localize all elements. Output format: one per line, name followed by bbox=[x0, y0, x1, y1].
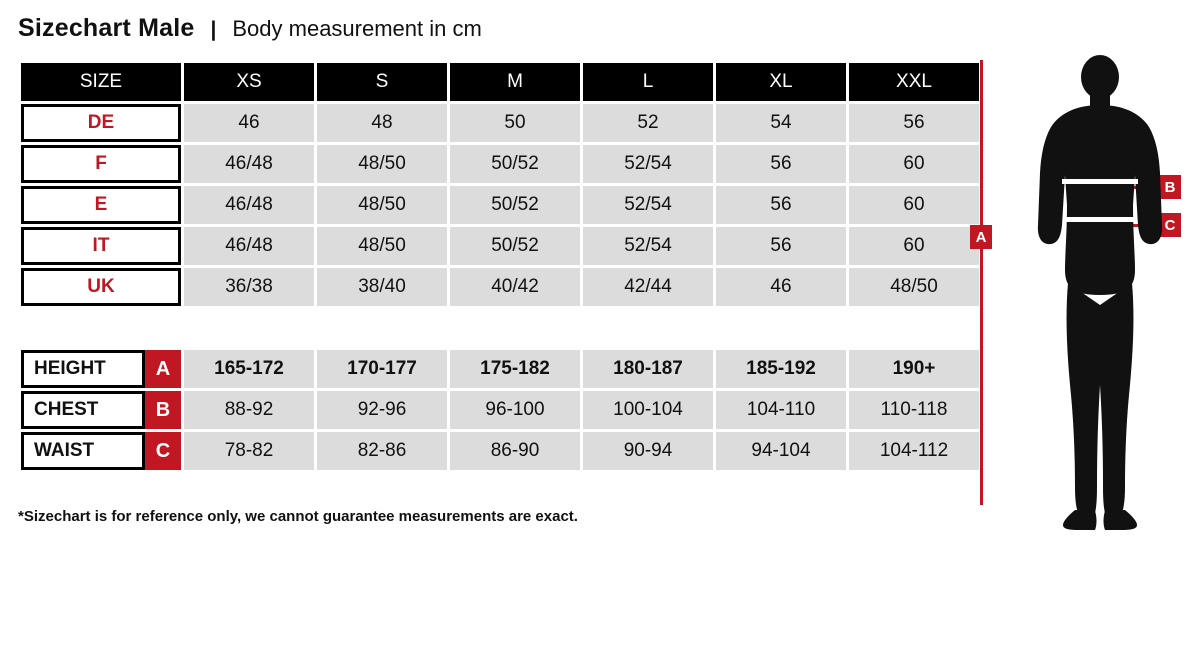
table-header-row bbox=[21, 63, 979, 101]
male-body-silhouette-icon bbox=[1005, 55, 1195, 535]
waist-label-group bbox=[21, 432, 181, 470]
cell-height-l: 180-187 bbox=[583, 350, 713, 388]
cell-f-l: 52/54 bbox=[583, 145, 713, 183]
cell-chest-xl: 104-110 bbox=[716, 391, 846, 429]
table-row bbox=[21, 104, 979, 142]
cell-height-s: 170-177 bbox=[317, 350, 447, 388]
row-label-de: DE bbox=[21, 104, 181, 142]
height-label-group bbox=[21, 350, 181, 388]
spacer-cell bbox=[21, 309, 979, 347]
chest-label-text: CHEST bbox=[21, 391, 145, 429]
height-label-text: HEIGHT bbox=[21, 350, 145, 388]
row-label-e: E bbox=[21, 186, 181, 224]
cell-de-xl: 54 bbox=[716, 104, 846, 142]
cell-e-s: 48/50 bbox=[317, 186, 447, 224]
cell-f-xxl: 60 bbox=[849, 145, 979, 183]
figure-marker-c: C bbox=[1159, 213, 1181, 237]
table-row bbox=[21, 186, 979, 224]
sizechart-table bbox=[18, 60, 982, 473]
cell-waist-xl: 94-104 bbox=[716, 432, 846, 470]
cell-waist-l: 90-94 bbox=[583, 432, 713, 470]
column-header-xl: XL bbox=[716, 63, 846, 101]
chest-label-group bbox=[21, 391, 181, 429]
cell-e-xl: 56 bbox=[716, 186, 846, 224]
table-row bbox=[21, 268, 979, 306]
cell-chest-xs: 88-92 bbox=[184, 391, 314, 429]
title-separator: | bbox=[210, 18, 217, 41]
page-title bbox=[18, 14, 482, 43]
cell-chest-l: 100-104 bbox=[583, 391, 713, 429]
cell-waist-m: 86-90 bbox=[450, 432, 580, 470]
column-header-m: M bbox=[450, 63, 580, 101]
cell-e-xs: 46/48 bbox=[184, 186, 314, 224]
sizechart-table-wrap bbox=[18, 60, 965, 473]
height-guide-line bbox=[980, 60, 983, 505]
marker-badge-c: C bbox=[145, 432, 181, 470]
body-figure-panel bbox=[965, 55, 1197, 535]
cell-uk-xxl: 48/50 bbox=[849, 268, 979, 306]
cell-waist-xxl: 104-112 bbox=[849, 432, 979, 470]
row-label-it: IT bbox=[21, 227, 181, 265]
footnote: *Sizechart is for reference only, we cannot guarantee measurements are exact. bbox=[18, 508, 578, 525]
row-label-height bbox=[21, 350, 181, 388]
table-row bbox=[21, 432, 979, 470]
cell-it-s: 48/50 bbox=[317, 227, 447, 265]
cell-f-s: 48/50 bbox=[317, 145, 447, 183]
table-row bbox=[21, 391, 979, 429]
column-header-xxl: XXL bbox=[849, 63, 979, 101]
row-label-f: F bbox=[21, 145, 181, 183]
row-label-uk: UK bbox=[21, 268, 181, 306]
cell-height-xs: 165-172 bbox=[184, 350, 314, 388]
cell-e-m: 50/52 bbox=[450, 186, 580, 224]
row-label-waist bbox=[21, 432, 181, 470]
cell-de-xxl: 56 bbox=[849, 104, 979, 142]
cell-de-xs: 46 bbox=[184, 104, 314, 142]
cell-e-xxl: 60 bbox=[849, 186, 979, 224]
cell-it-l: 52/54 bbox=[583, 227, 713, 265]
cell-it-xxl: 60 bbox=[849, 227, 979, 265]
cell-chest-s: 92-96 bbox=[317, 391, 447, 429]
cell-uk-s: 38/40 bbox=[317, 268, 447, 306]
cell-chest-xxl: 110-118 bbox=[849, 391, 979, 429]
cell-e-l: 52/54 bbox=[583, 186, 713, 224]
title-subtitle: Body measurement in cm bbox=[232, 16, 482, 41]
cell-f-xs: 46/48 bbox=[184, 145, 314, 183]
column-header-l: L bbox=[583, 63, 713, 101]
cell-de-l: 52 bbox=[583, 104, 713, 142]
cell-chest-m: 96-100 bbox=[450, 391, 580, 429]
table-spacer bbox=[21, 309, 979, 347]
column-header-size: SIZE bbox=[21, 63, 181, 101]
cell-uk-xs: 36/38 bbox=[184, 268, 314, 306]
cell-height-m: 175-182 bbox=[450, 350, 580, 388]
marker-badge-b: B bbox=[145, 391, 181, 429]
column-header-s: S bbox=[317, 63, 447, 101]
cell-height-xl: 185-192 bbox=[716, 350, 846, 388]
row-label-chest bbox=[21, 391, 181, 429]
cell-waist-s: 82-86 bbox=[317, 432, 447, 470]
table-row bbox=[21, 227, 979, 265]
cell-uk-l: 42/44 bbox=[583, 268, 713, 306]
cell-height-xxl: 190+ bbox=[849, 350, 979, 388]
cell-it-xs: 46/48 bbox=[184, 227, 314, 265]
marker-badge-a: A bbox=[145, 350, 181, 388]
cell-it-m: 50/52 bbox=[450, 227, 580, 265]
cell-f-m: 50/52 bbox=[450, 145, 580, 183]
cell-de-m: 50 bbox=[450, 104, 580, 142]
figure-marker-b: B bbox=[1159, 175, 1181, 199]
cell-f-xl: 56 bbox=[716, 145, 846, 183]
waist-label-text: WAIST bbox=[21, 432, 145, 470]
cell-uk-m: 40/42 bbox=[450, 268, 580, 306]
title-main: Sizechart Male bbox=[18, 14, 195, 42]
cell-it-xl: 56 bbox=[716, 227, 846, 265]
cell-waist-xs: 78-82 bbox=[184, 432, 314, 470]
cell-uk-xl: 46 bbox=[716, 268, 846, 306]
column-header-xs: XS bbox=[184, 63, 314, 101]
cell-de-s: 48 bbox=[317, 104, 447, 142]
table-row bbox=[21, 350, 979, 388]
table-row bbox=[21, 145, 979, 183]
figure-marker-a: A bbox=[970, 225, 992, 249]
